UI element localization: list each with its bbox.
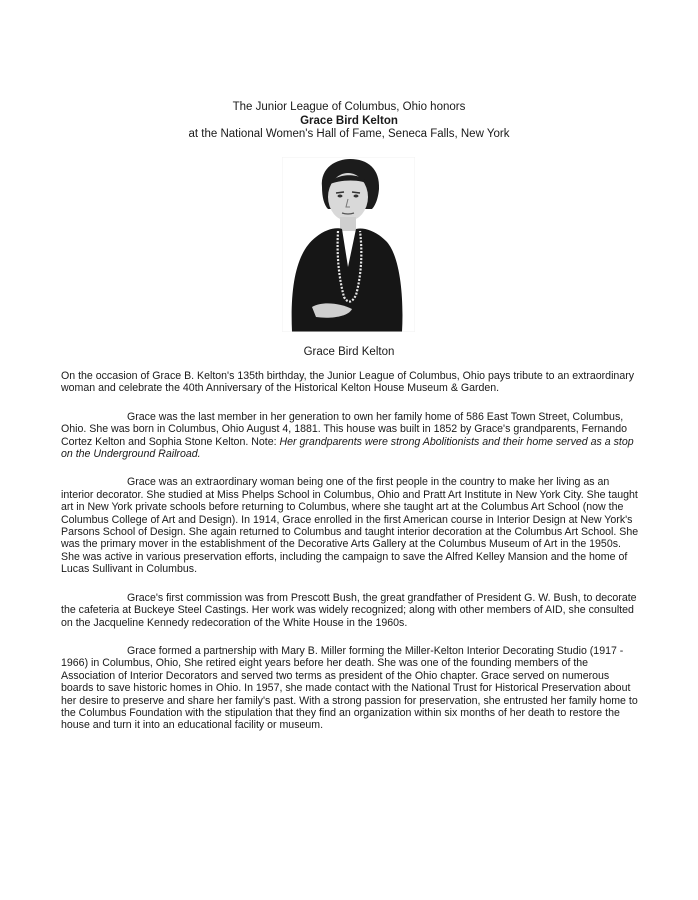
header-line-venue: at the National Women's Hall of Fame, Seneca Falls, New York — [188, 128, 510, 140]
photo-caption: Grace Bird Kelton — [303, 346, 395, 358]
honoree-name: Grace Bird Kelton — [300, 114, 398, 127]
paragraph-partnership: Grace formed a partnership with Mary B. Miller forming the Miller-Kelton Interior Decorating Studio (1917 - 1966) in Columbus, Ohio, She retired eight years before her death. She was one of the founding members of the Association of Interior Decorators and served two terms as president of the Ohio chapter. Grace served on numerous boards to save historic homes in Ohio. In 1957, she made contact with the National Trust for Historical Preservation about her desire to preserve and share her family's past. With a strong passion for preservation, she entrusted her family home to the Columbus Foundation with the stipulation that they find an organization within six months of her death to restore the house and turn it into an educational facility or museum. — [61, 644, 638, 732]
document-header — [0, 101, 698, 142]
paragraph-commission: Grace's first commission was from Prescott Bush, the great grandfather of President G. W. Bush, to decorate the cafeteria at Buckeye Steel Castings. Her work was widely recognized; along with other members of AID, she consulted on the Jacqueline Kennedy redecoration of the White House in the 1960s. — [61, 591, 637, 629]
header-line-honors: The Junior League of Columbus, Ohio honors — [232, 101, 466, 113]
paragraph-intro: On the occasion of Grace B. Kelton's 135th birthday, the Junior League of Columbus, Ohio pays tribute to an extraordinary woman and celebrate the 40th Anniversary of the Historical Kelton House Museum & Garden. — [61, 370, 635, 395]
paragraph-career: Grace was an extraordinary woman being one of the first people in the country to make her living as an interior decorator. She studied at Miss Phelps School in Columbus, Ohio and Pratt Art Institute in New York City. She taught art in New York private schools before returning to Columbus, where she taught art at the Columbus Art School (now the Columbus College of Art and Design). In 1914, Grace enrolled in the first American course in Interior Design at New York's Parsons School of Design. She again returned to Columbus and taught interior decoration at the Columbus Art School. She was the primary mover in the establishment of the Decorative Arts Gallery at the Columbus Museum of Art in the 1950s. She was active in various preservation efforts, including the campaign to save the Alfred Kelley Mansion and the home of Lucas Sullivant in Columbus. — [61, 476, 639, 576]
portrait-photo — [282, 157, 415, 332]
document-body — [61, 370, 641, 748]
italic-note: Her grandparents were strong Abolitionists and their home served as a stop on the Underground Railroad. — [61, 435, 634, 461]
paragraph-family-home: Grace was the last member in her generation to own her family home of 586 East Town Street, Columbus, Ohio. She was born in Columbus, Ohio August 4, 1881. This house was built in 1852 by Grace's grandparents, Fernando Cortez Kelton and Sophia Stone Kelton. Note: Her grandparents were strong Abolitionists and their home served as a stop on the Underground Railroad. — [61, 410, 634, 461]
